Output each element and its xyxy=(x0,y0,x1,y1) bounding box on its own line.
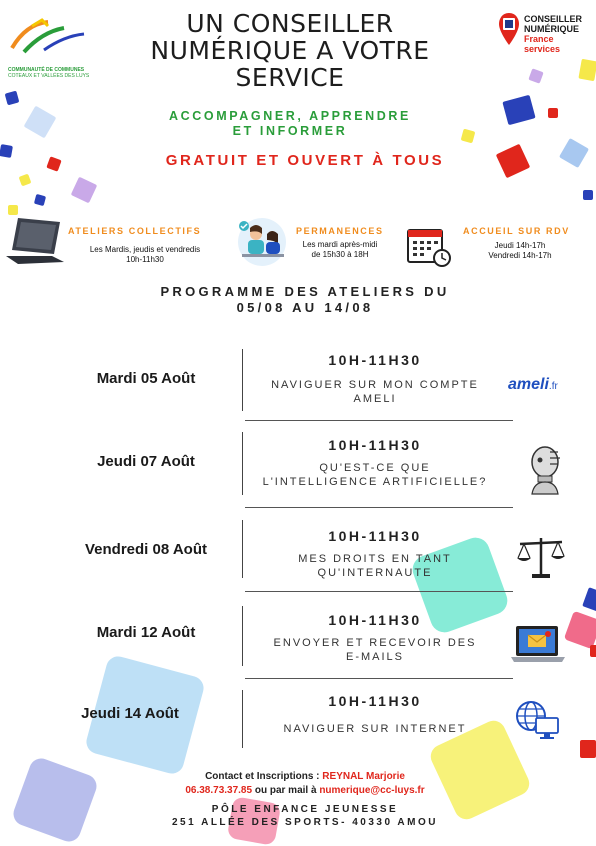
confetti xyxy=(583,190,593,200)
subtitle-line2: ET INFORMER xyxy=(232,124,348,138)
session-time: 10H-11H30 xyxy=(328,693,422,709)
session-description: MES DROITS EN TANT QU'INTERNAUTE xyxy=(298,553,452,579)
info-text-accueil xyxy=(470,241,570,261)
session-day: Jeudi 14 Août xyxy=(81,705,179,722)
confetti xyxy=(5,91,20,106)
contact-label: Contact et Inscriptions : xyxy=(205,771,323,782)
ameli-suffix: .fr xyxy=(548,381,558,392)
info-accueil-line1: Jeudi 14h-17h xyxy=(494,241,546,250)
community-logo-line1: COMMUNAUTÉ DE COMMUNES xyxy=(8,67,85,73)
subtitle-line1: ACCOMPAGNER, APPRENDRE xyxy=(169,109,411,123)
session-description: NAVIGUER SUR MON COMPTE AMELI xyxy=(271,379,479,405)
confetti xyxy=(10,755,100,845)
divider-horizontal xyxy=(245,507,513,508)
robot-icon xyxy=(528,444,566,496)
ameli-logo-icon xyxy=(508,376,558,394)
globe-computer-icon xyxy=(514,700,562,742)
confetti xyxy=(580,740,596,758)
contact-name: REYNAL Marjorie xyxy=(322,771,405,782)
program-title xyxy=(130,284,480,316)
info-title-permanences: PERMANENCES xyxy=(296,226,384,236)
page-title xyxy=(120,10,460,91)
confetti xyxy=(564,611,596,649)
title-line1: UN CONSEILLER xyxy=(186,9,394,38)
info-permanences-line2: de 15h30 à 18H xyxy=(311,250,369,259)
confetti xyxy=(496,144,531,179)
session-day: Jeudi 07 Août xyxy=(97,453,195,470)
confetti xyxy=(19,174,32,187)
info-text-permanences xyxy=(290,240,390,260)
session-time: 10H-11H30 xyxy=(328,528,422,544)
info-permanences-line1: Les mardi après-midi xyxy=(302,240,378,249)
contact-mail-label: ou par mail à xyxy=(252,785,320,796)
confetti xyxy=(46,156,61,171)
ameli-text: ameli xyxy=(508,376,549,393)
session-time: 10H-11H30 xyxy=(328,437,422,453)
location-pin-icon xyxy=(498,12,520,46)
confetti xyxy=(0,144,13,158)
confetti xyxy=(559,138,589,168)
contact-line2 xyxy=(130,785,480,796)
free-banner: GRATUIT ET OUVERT À TOUS xyxy=(165,152,445,169)
community-logo-line2: COTEAUX ET VALLÉES DES LUYS xyxy=(8,73,90,79)
confetti xyxy=(24,106,57,139)
info-text-ateliers xyxy=(70,245,220,265)
confetti xyxy=(34,194,46,206)
session-description: QU'EST-CE QUE L'INTELLIGENCE ARTIFICIELLE? xyxy=(262,462,488,488)
subtitle xyxy=(130,109,450,139)
email-laptop-icon xyxy=(510,624,566,664)
address-line1: PÔLE ENFANCE JEUNESSE xyxy=(211,804,399,815)
session-description: ENVOYER ET RECEVOIR DES E-MAILS xyxy=(273,637,477,663)
address-line2: 251 ALLÉE DES SPORTS- 40330 AMOU xyxy=(172,817,438,828)
divider-horizontal xyxy=(245,678,513,679)
confetti xyxy=(8,205,18,215)
calendar-icon xyxy=(406,226,452,268)
confetti xyxy=(461,129,476,144)
scales-icon xyxy=(516,536,566,580)
contact-email[interactable]: numerique@cc-luys.fr xyxy=(319,785,425,796)
laptop-icon xyxy=(4,216,66,268)
divider-horizontal xyxy=(245,591,513,592)
session-day: Vendredi 08 Août xyxy=(85,541,207,558)
session-day: Mardi 05 Août xyxy=(96,370,196,387)
confetti xyxy=(590,645,596,657)
info-accueil-line2: Vendredi 14h-17h xyxy=(488,251,552,260)
france-services-logo xyxy=(498,12,594,62)
contact-line1 xyxy=(130,771,480,782)
info-title-ateliers: ATELIERS COLLECTIFS xyxy=(68,226,202,236)
logo-conseiller: CONSEILLER xyxy=(524,14,583,24)
logo-france: France xyxy=(524,34,554,44)
confetti xyxy=(548,108,558,118)
logo-services: services xyxy=(524,44,561,54)
session-day: Mardi 12 Août xyxy=(96,624,196,641)
info-title-accueil: ACCUEIL SUR RDV xyxy=(463,226,570,236)
confetti xyxy=(502,95,535,125)
program-title-line2: 05/08 AU 14/08 xyxy=(236,300,374,315)
logo-numerique: NUMÉRIQUE xyxy=(524,24,580,34)
contact-phone[interactable]: 06.38.73.37.85 xyxy=(185,785,253,796)
title-line3: SERVICE xyxy=(235,63,345,92)
community-logo xyxy=(8,18,118,78)
title-line2: NUMÉRIQUE A VOTRE xyxy=(150,36,430,65)
confetti xyxy=(582,587,596,613)
confetti xyxy=(528,68,543,83)
session-description: NAVIGUER SUR INTERNET xyxy=(283,723,467,735)
session-time: 10H-11H30 xyxy=(328,612,422,628)
program-title-line1: PROGRAMME DES ATELIERS DU xyxy=(160,284,450,299)
info-ateliers-line1: Les Mardis, jeudis et vendredis xyxy=(89,245,201,254)
info-ateliers-line2: 10h-11h30 xyxy=(126,255,164,264)
community-logo-icon xyxy=(8,18,118,58)
divider-vertical xyxy=(242,690,243,748)
support-people-icon xyxy=(232,214,294,270)
session-time: 10H-11H30 xyxy=(328,352,422,368)
confetti xyxy=(578,59,596,81)
divider-horizontal xyxy=(245,420,513,421)
confetti xyxy=(71,177,98,204)
